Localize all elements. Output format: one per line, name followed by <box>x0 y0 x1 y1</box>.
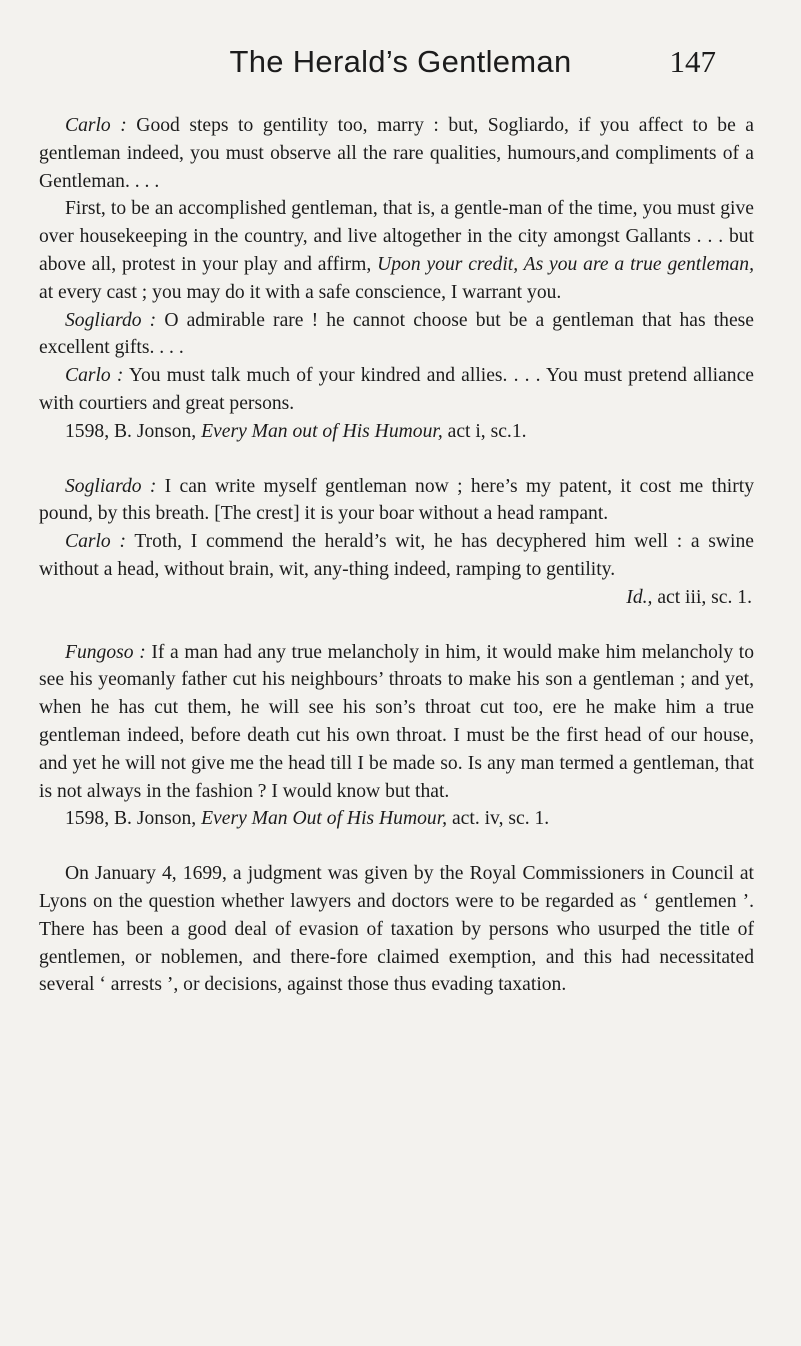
running-header <box>0 44 801 94</box>
quote-paragraph <box>39 362 754 418</box>
speaker-name: Carlo : <box>65 365 124 387</box>
quote-text: O admirable rare ! he cannot choose but be a gentleman that has these excellent gifts. . . . <box>39 309 754 359</box>
quote-text: Good steps to gentility too, marry : but, Sogliardo, if you affect to be a gentleman indeed, you must observe all the rare qualities, humours,and compliments of a Gentleman. . . . <box>39 115 755 192</box>
citation-year-author: 1598, B. Jonson, <box>65 420 202 442</box>
running-title: The Herald’s Gentleman <box>229 44 572 79</box>
citation-location: act i, sc.1. <box>442 420 527 442</box>
source-citation <box>39 418 754 446</box>
quote-paragraph <box>39 528 754 584</box>
block-gap <box>39 833 754 860</box>
work-title: Id., <box>626 586 653 608</box>
block-gap <box>39 612 754 639</box>
quote-paragraph <box>39 473 754 529</box>
speaker-name: Sogliardo : <box>65 309 157 331</box>
work-title: Every Man out of His Humour, <box>201 420 443 442</box>
quote-text: at every cast ; you may do it with a safe conscience, I warrant you. <box>39 281 562 303</box>
speaker-name: Carlo : <box>65 531 126 553</box>
source-citation <box>39 805 754 833</box>
prose-paragraph: On January 4, 1699, a judgment was given by the Royal Commissioners in Council at Lyons on the question whether lawyers and doctors were to be regarded as ‘ gentlemen ’. There has been a good deal of evasion of taxation by persons who usurped the title of gentlemen, or noblemen, and there-fore claimed exemption, and this had necessitated several ‘ arrests ’, or decisions, against those thus evading taxation. <box>39 863 754 996</box>
page-number: 147 <box>669 44 716 79</box>
quote-text: Troth, I commend the herald’s wit, he has decyphered him well : a swine without a head, without brain, wit, any-thing indeed, ramping to gentility. <box>39 531 754 580</box>
citation-location: act. iv, sc. 1. <box>447 808 550 830</box>
work-title: Every Man Out of His Humour, <box>201 808 448 830</box>
page-body <box>39 112 754 999</box>
speaker-name: Sogliardo : <box>65 475 157 497</box>
quote-paragraph <box>39 639 754 806</box>
source-citation <box>39 584 754 612</box>
quote-text: You must talk much of your kindred and allies. . . . You must pretend alliance with courtiers and great persons. <box>39 365 754 414</box>
quote-paragraph <box>39 195 754 306</box>
quote-paragraph <box>39 112 754 195</box>
quote-text: If a man had any true melancholy in him, it would make him melancholy to see his yeomanly father cut his neighbours’ throats to make his son a gentleman ; and yet, when he has cut them, he will see his son’s throat cut too, ere he make him a true gentleman indeed, before death cut his own throat. I must be the first head of our house, and yet he will not give me the head till I be made so. Is any man termed a gentleman, that is not always in the fashion ? I would know but that. <box>39 641 754 802</box>
italic-phrase: Upon your credit, As you are a true gentleman, <box>377 253 754 275</box>
block-gap <box>39 446 754 473</box>
quote-text: I can write myself gentleman now ; here’s my patent, it cost me thirty pound, by this breath. [The crest] it is your boar without a head rampant. <box>39 475 754 525</box>
quote-text: First, to be an accomplished gentleman, that is, a gentle-man of the time, you must give over housekeeping in the country, and live altogether in the city amongst Gallants . . . but above all, protest in your play and affirm, <box>39 198 754 275</box>
quote-paragraph <box>39 307 754 363</box>
citation-location: act iii, sc. 1. <box>652 586 752 608</box>
citation-year-author: 1598, B. Jonson, <box>65 808 202 830</box>
speaker-name: Fungoso : <box>65 641 146 663</box>
speaker-name: Carlo : <box>65 115 127 136</box>
